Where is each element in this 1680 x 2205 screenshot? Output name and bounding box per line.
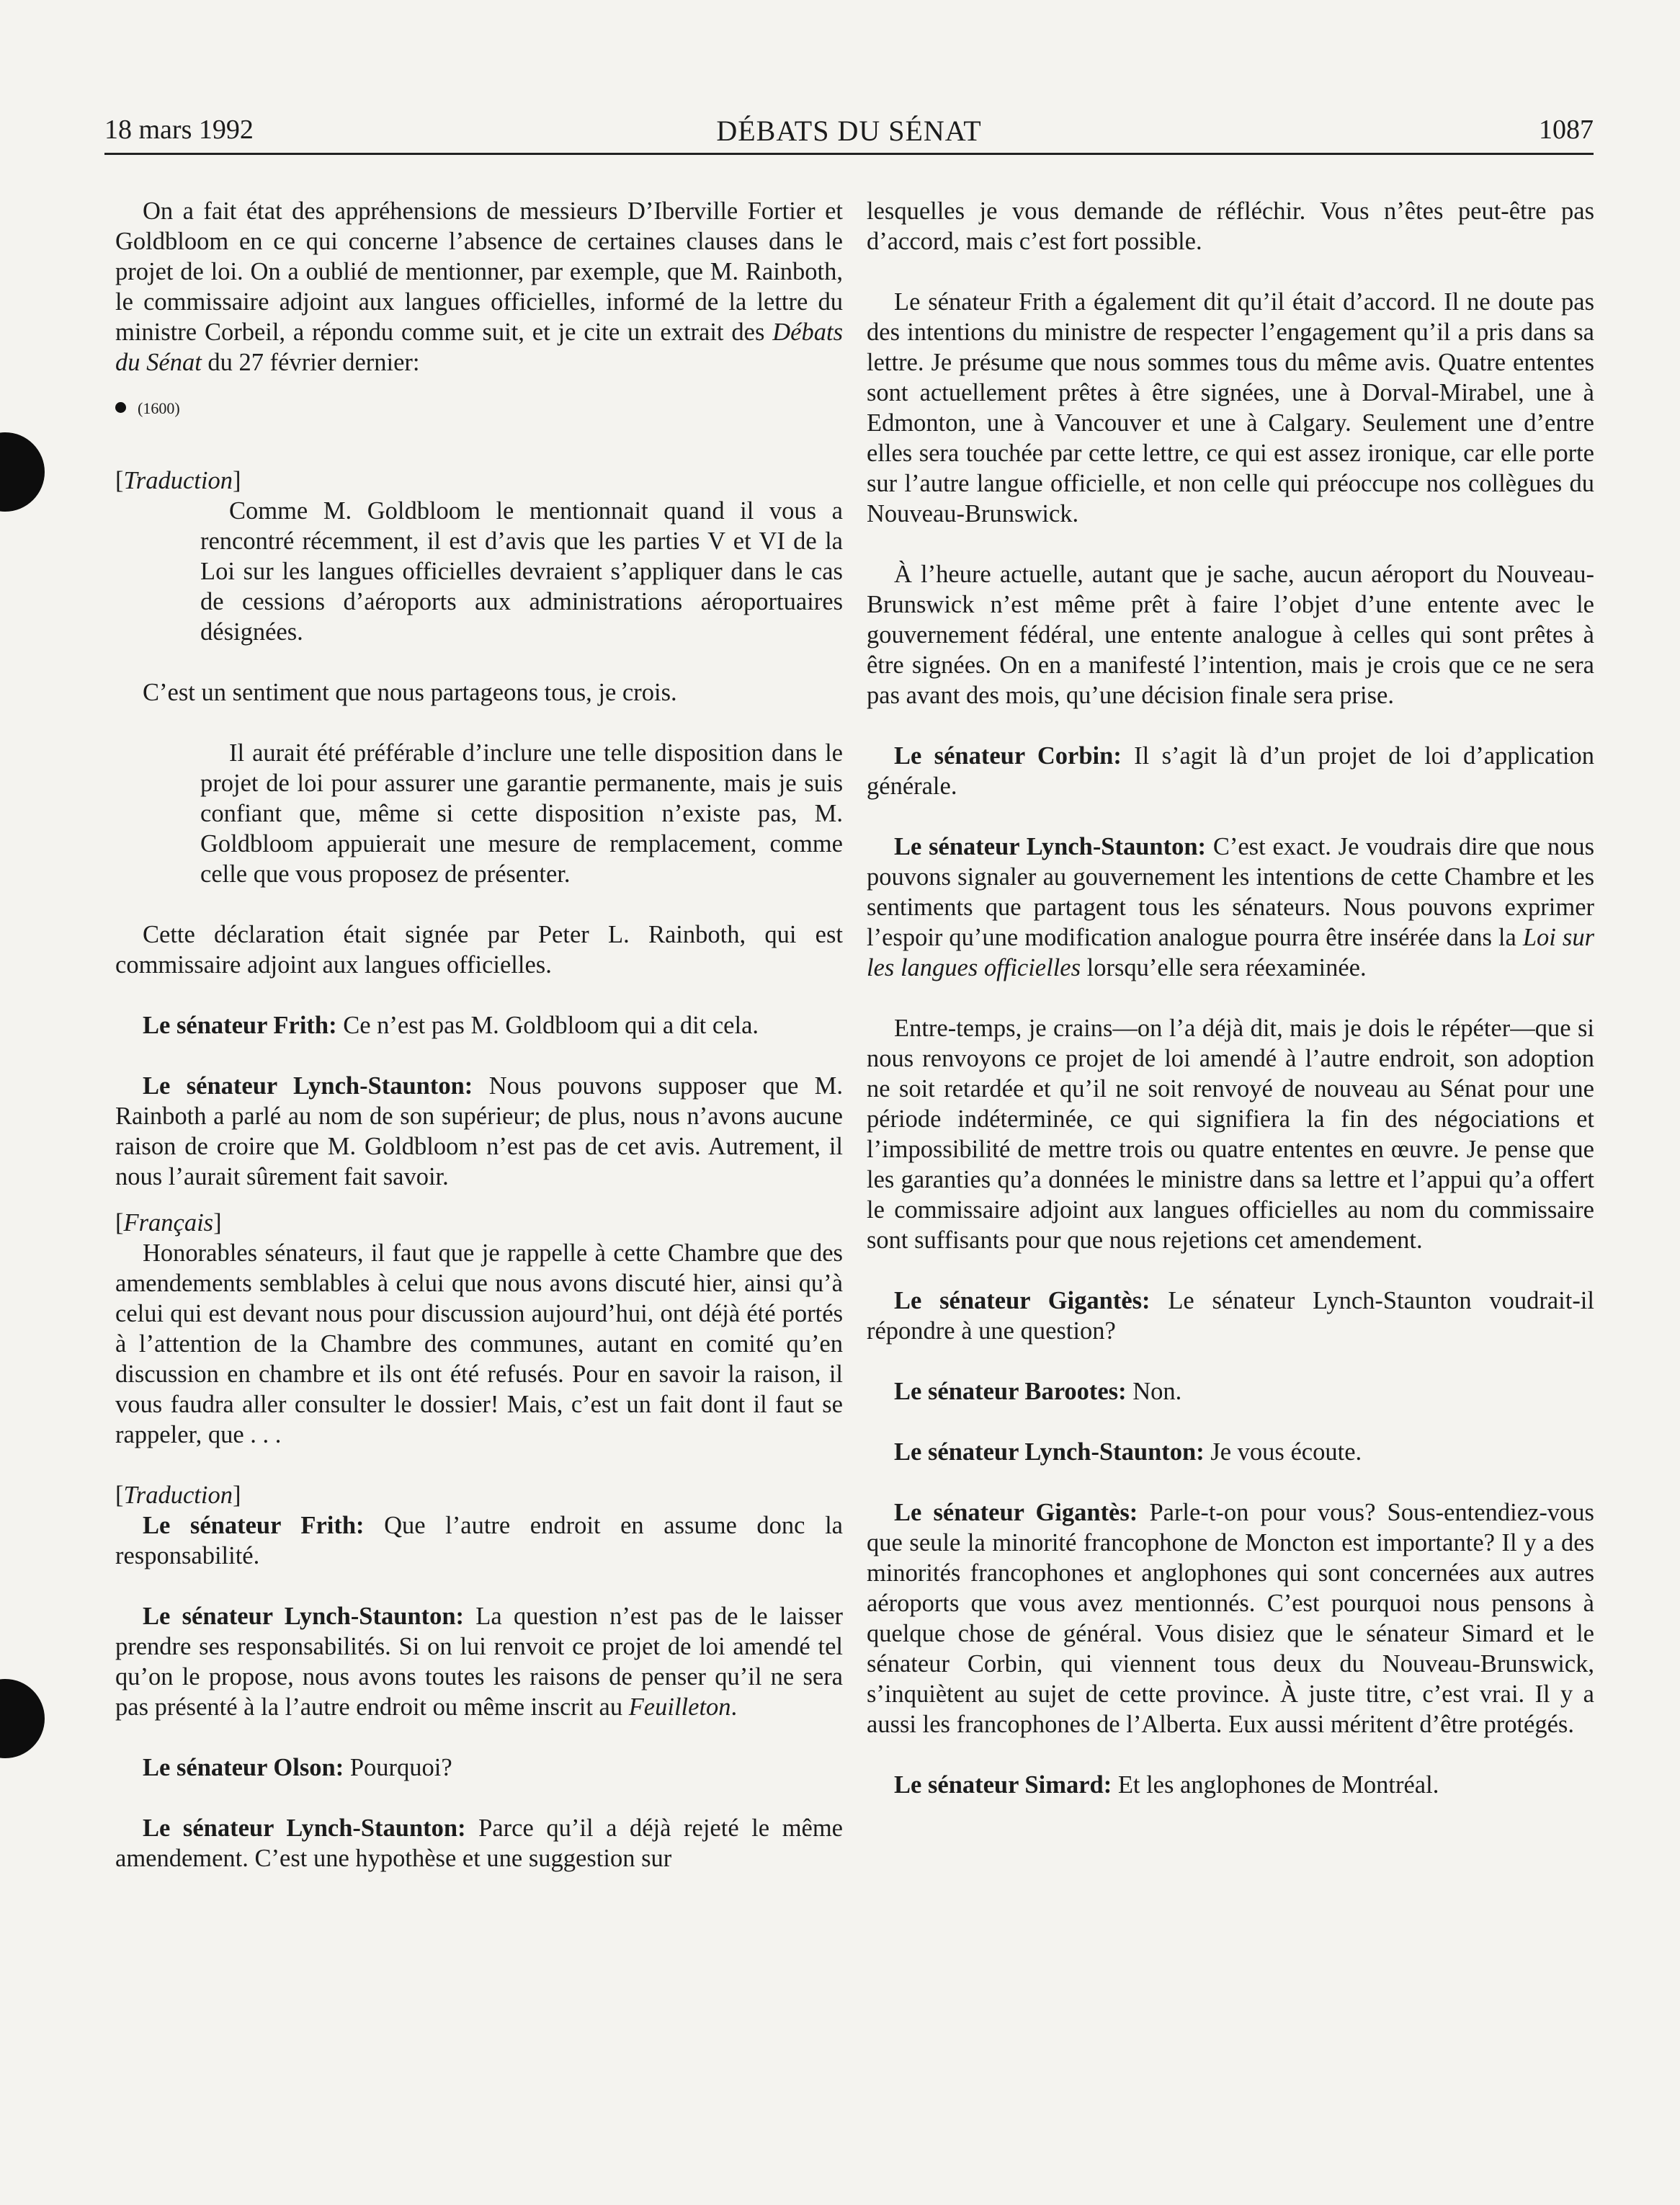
speaker-name: Le sénateur Gigantès:: [894, 1287, 1150, 1314]
speaker-name: Le sénateur Frith:: [143, 1012, 337, 1039]
paragraph: À l’heure actuelle, autant que je sache, aucun aéroport du Nouveau-Brunswick n’est même prêt à faire l’objet d’une entente avec le gouvernement fédéral, une entente analogue à celles qui sont prêtes à être signées. On en a manifesté l’intention, mais je crois que ce ne sera pas avant des mois, qu’une décision finale sera prise.: [867, 561, 1594, 709]
paragraph: Honorables sénateurs, il faut que je rappelle à cette Chambre que des amendements semblables à celui que nous avons discuté hier, ainsi qu’à celui qui est devant nous pour discussion aujourd’hui, ont déjà été portés à l’attention de la Chambre des communes, autant en comité qu’en discussion en chambre et ils ont été refusés. Pour en savoir la raison, il vous faudra aller consulter le dossier! Mais, c’est un fait dont il faut se rappeler, que . . .: [115, 1239, 843, 1448]
page-header: [104, 108, 1594, 155]
language-tag: [Traduction]: [115, 467, 241, 494]
speech: Le sénateur Frith: Que l’autre endroit en assume donc la responsabilité.: [115, 1512, 843, 1569]
page-number: 1087: [1539, 115, 1594, 145]
paragraph: C’est un sentiment que nous partageons tous, je crois.: [143, 679, 677, 706]
speech: Le sénateur Lynch-Staunton: C’est exact. Je voudrais dire que nous pouvons signaler au gouvernement les intentions de cette Chambre et les sentiments que partagent tous les sénateurs. Nous pouvons exprimer l’espoir qu’une modification analogue pourra être insérée dans la Loi sur les langues officielles lorsqu’elle sera réexaminée.: [867, 833, 1594, 981]
speech: Le sénateur Olson: Pourquoi?: [143, 1754, 452, 1781]
paragraph: Entre-temps, je crains—on l’a déjà dit, mais je dois le répéter—que si nous renvoyons ce projet de loi amendé à l’autre endroit, son adoption ne soit retardée et qu’il ne soit renvoyé de nouveau au Sénat pour une période indéterminée, ce qui signifiera la fin des négociations et l’impossibilité de mettre trois ou quatre ententes en œuvre. Je pense que les garanties qu’a données le ministre dans sa lettre et l’appui qu’a offert le commissaire adjoint aux langues officielles au nom du commissaire sont suffisants pour que nous rejetions cet amendement.: [867, 1015, 1594, 1254]
speech: Le sénateur Lynch-Staunton: Parce qu’il a déjà rejeté le même amendement. C’est une hypothèse et une suggestion sur: [115, 1814, 843, 1872]
speaker-name: Le sénateur Lynch-Staunton:: [894, 833, 1207, 860]
language-tag: [Traduction]: [115, 1482, 241, 1509]
header-title: DÉBATS DU SÉNAT: [716, 115, 982, 147]
time-marker: (1600): [115, 393, 843, 424]
right-column: [867, 196, 1594, 1830]
bullet-icon: [115, 402, 126, 413]
speech: Le sénateur Lynch-Staunton: Nous pouvons supposer que M. Rainboth a parlé au nom de son supérieur; de plus, nous n’avons aucune raison de croire que M. Goldbloom n’est pas de cet avis. Autrement, il nous l’aurait sûrement fait savoir.: [115, 1072, 843, 1190]
speaker-name: Le sénateur Simard:: [894, 1771, 1112, 1799]
speech: Le sénateur Barootes: Non.: [894, 1378, 1182, 1405]
block-quote: Comme M. Goldbloom le mentionnait quand il vous a rencontré récemment, il est d’avis que les parties V et VI de la Loi sur les langues officielles devraient s’appliquer dans le cas de cessions d’aéroports aux administrations aéroportuaires désignées.: [200, 497, 843, 646]
speech: Le sénateur Gigantès: Parle-t-on pour vous? Sous-entendiez-vous que seule la minorité francophone de Moncton est importante? Il y a des minorités francophones et anglophones qui sont concernées aux autres aéroports que vous avez mentionnés. C’est pourquoi nous pensons à quelque chose de général. Vous disiez que le sénateur Simard et le sénateur Corbin, qui viennent tous deux du Nouveau-Brunswick, s’inquiètent au sujet de cette province. À juste titre, c’est vrai. Il y a aussi les francophones de l’Alberta. Eux aussi méritent d’être protégés.: [867, 1499, 1594, 1738]
speech: Le sénateur Simard: Et les anglophones de Montréal.: [894, 1771, 1439, 1799]
speaker-name: Le sénateur Olson:: [143, 1754, 344, 1781]
speaker-name: Le sénateur Lynch-Staunton:: [143, 1072, 473, 1100]
paragraph: Cette déclaration était signée par Peter L. Rainboth, qui est commissaire adjoint aux langues officielles.: [115, 921, 843, 979]
binder-hole-bottom: [0, 1679, 45, 1758]
speaker-name: Le sénateur Lynch-Staunton:: [894, 1438, 1205, 1466]
speaker-name: Le sénateur Barootes:: [894, 1378, 1127, 1405]
speech: Le sénateur Lynch-Staunton: La question n’est pas de le laisser prendre ses responsabilités. Si on lui renvoit ce projet de loi amendé tel qu’on le propose, nous avons toutes les raisons de penser qu’il ne sera pas présenté à la l’autre endroit ou même inscrit au Feuilleton.: [115, 1603, 843, 1721]
speaker-name: Le sénateur Corbin:: [894, 742, 1122, 770]
speaker-name: Le sénateur Gigantès:: [894, 1499, 1138, 1526]
speech: Le sénateur Gigantès: Le sénateur Lynch-Staunton voudrait-il répondre à une question?: [867, 1287, 1594, 1345]
speech: Le sénateur Lynch-Staunton: Je vous écoute.: [894, 1438, 1362, 1466]
paragraph: Le sénateur Frith a également dit qu’il était d’accord. Il ne doute pas des intentions du ministre de respecter l’engagement qu’il a pris dans sa lettre. Je présume que nous sommes tous du même avis. Quatre ententes sont actuellement prêtes à être signées, une à Dorval-Mirabel, une à Edmonton, une à Vancouver et une à Calgary. Seulement une d’entre elles sera touchée par cette lettre, ce qui est assez ironique, car elle porte sur l’autre langue officielle, et non celle qui préoccupe nos collègues du Nouveau-Brunswick.: [867, 288, 1594, 527]
header-date: 18 mars 1992: [104, 115, 254, 145]
binder-hole-top: [0, 432, 45, 512]
speaker-name: Le sénateur Lynch-Staunton:: [143, 1603, 465, 1630]
language-tag: [Français]: [115, 1209, 222, 1237]
left-column: [115, 196, 843, 1904]
paragraph: lesquelles je vous demande de réfléchir. Vous n’êtes peut-être pas d’accord, mais c’est fort possible.: [867, 197, 1594, 255]
speaker-name: Le sénateur Frith:: [143, 1512, 365, 1539]
paragraph: On a fait état des appréhensions de messieurs D’Iberville Fortier et Goldbloom en ce qui concerne l’absence de certaines clauses dans le projet de loi. On a oublié de mentionner, par exemple, que M. Rainboth, le commissaire adjoint aux langues officielles, informé de la lettre du ministre Corbeil, a répondu comme suit, et je cite un extrait des Débats du Sénat du 27 février dernier:: [115, 197, 843, 376]
speech: Le sénateur Corbin: Il s’agit là d’un projet de loi d’application générale.: [867, 742, 1594, 800]
block-quote: Il aurait été préférable d’inclure une telle disposition dans le projet de loi pour assurer une garantie permanente, mais je suis confiant que, même si cette disposition n’existe pas, M. Goldbloom appuierait une mesure de remplacement, comme celle que vous proposez de présenter.: [200, 739, 843, 888]
speaker-name: Le sénateur Lynch-Staunton:: [143, 1814, 466, 1842]
speech: Le sénateur Frith: Ce n’est pas M. Goldbloom qui a dit cela.: [143, 1012, 759, 1039]
